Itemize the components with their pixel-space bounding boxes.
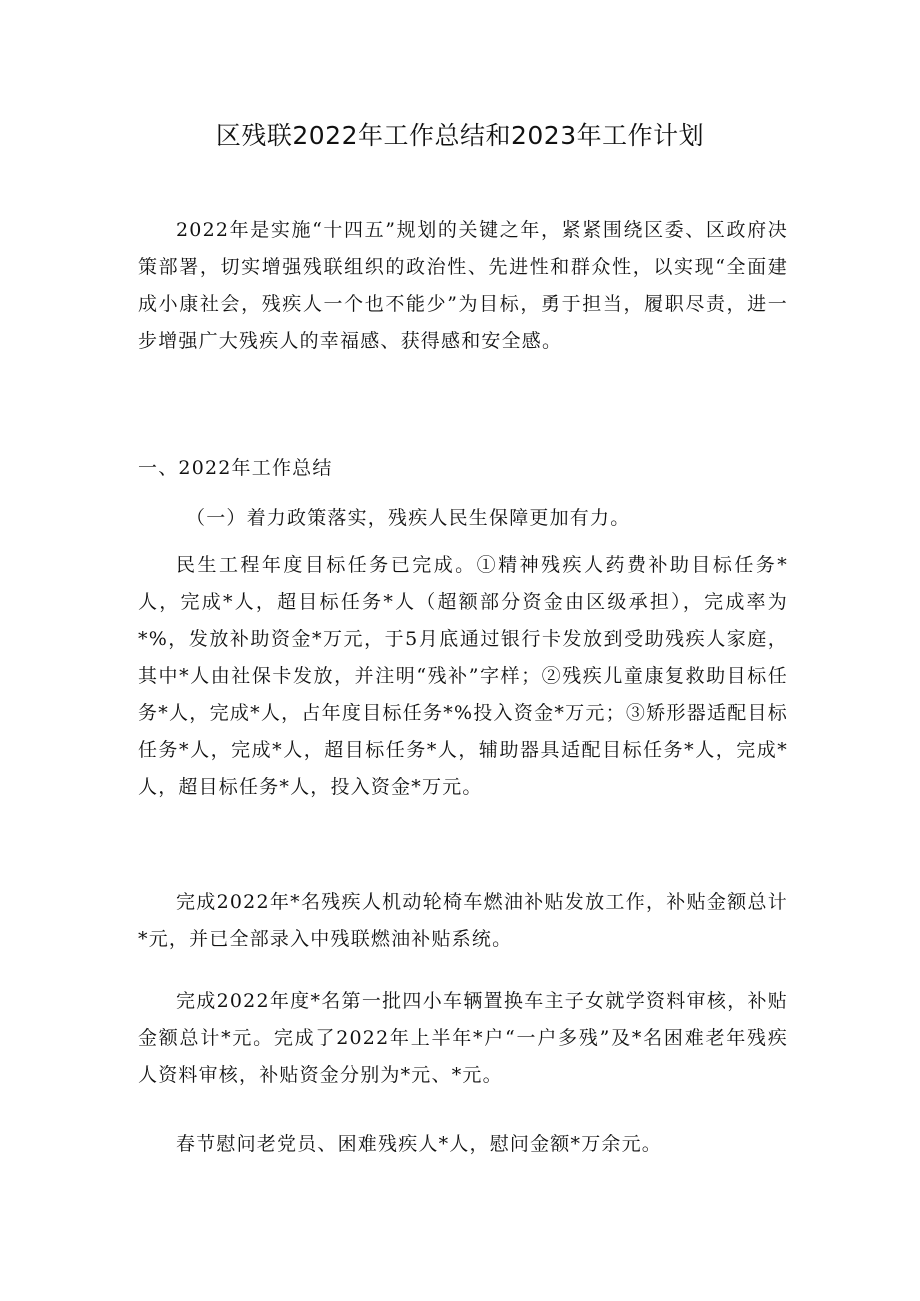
body-paragraph: 完成2022年度*名第一批四小车辆置换车主子女就学资料审核，补贴金额总计*元。完成了2022年上半年*户“一户多残”及*名困难老年残疾人资料审核，补贴资金分别为*元、*元。	[138, 990, 788, 1086]
body-paragraph: 完成2022年*名残疾人机动轮椅车燃油补贴发放工作，补贴金额总计*元，并已全部录入中残联燃油补贴系统。	[138, 891, 788, 950]
intro-paragraph: 2022年是实施“十四五”规划的关键之年，紧紧围绕区委、区政府决策部署，切实增强残联组织的政治性、先进性和群众性，以实现“全面建成小康社会，残疾人一个也不能少”为目标，勇于担当，履职尽责，进一步增强广大残疾人的幸福感、获得感和安全感。	[138, 219, 788, 352]
body-paragraph: 民生工程年度目标任务已完成。①精神残疾人药费补助目标任务*人，完成*人，超目标任务*人（超额部分资金由区级承担），完成率为*%，发放补助资金*万元，于5月底通过银行卡发放到受助残疾人家庭，其中*人由社保卡发放，并注明“残补”字样；②残疾儿童康复救助目标任务*人，完成*人，占年度目标任务*%投入资金*万元；③矫形器适配目标任务*人，完成*人，超目标任务*人，辅助器具适配目标任务*人，完成*人，超目标任务*人，投入资金*万元。	[138, 554, 788, 798]
section-heading: 一、2022年工作总结	[138, 457, 333, 479]
body-paragraph: 春节慰问老党员、困难残疾人*人，慰问金额*万余元。	[176, 1133, 663, 1155]
subsection-heading: （一）着力政策落实，残疾人民生保障更加有力。	[186, 507, 631, 529]
document-title: 区残联2022年工作总结和2023年工作计划	[215, 121, 705, 150]
